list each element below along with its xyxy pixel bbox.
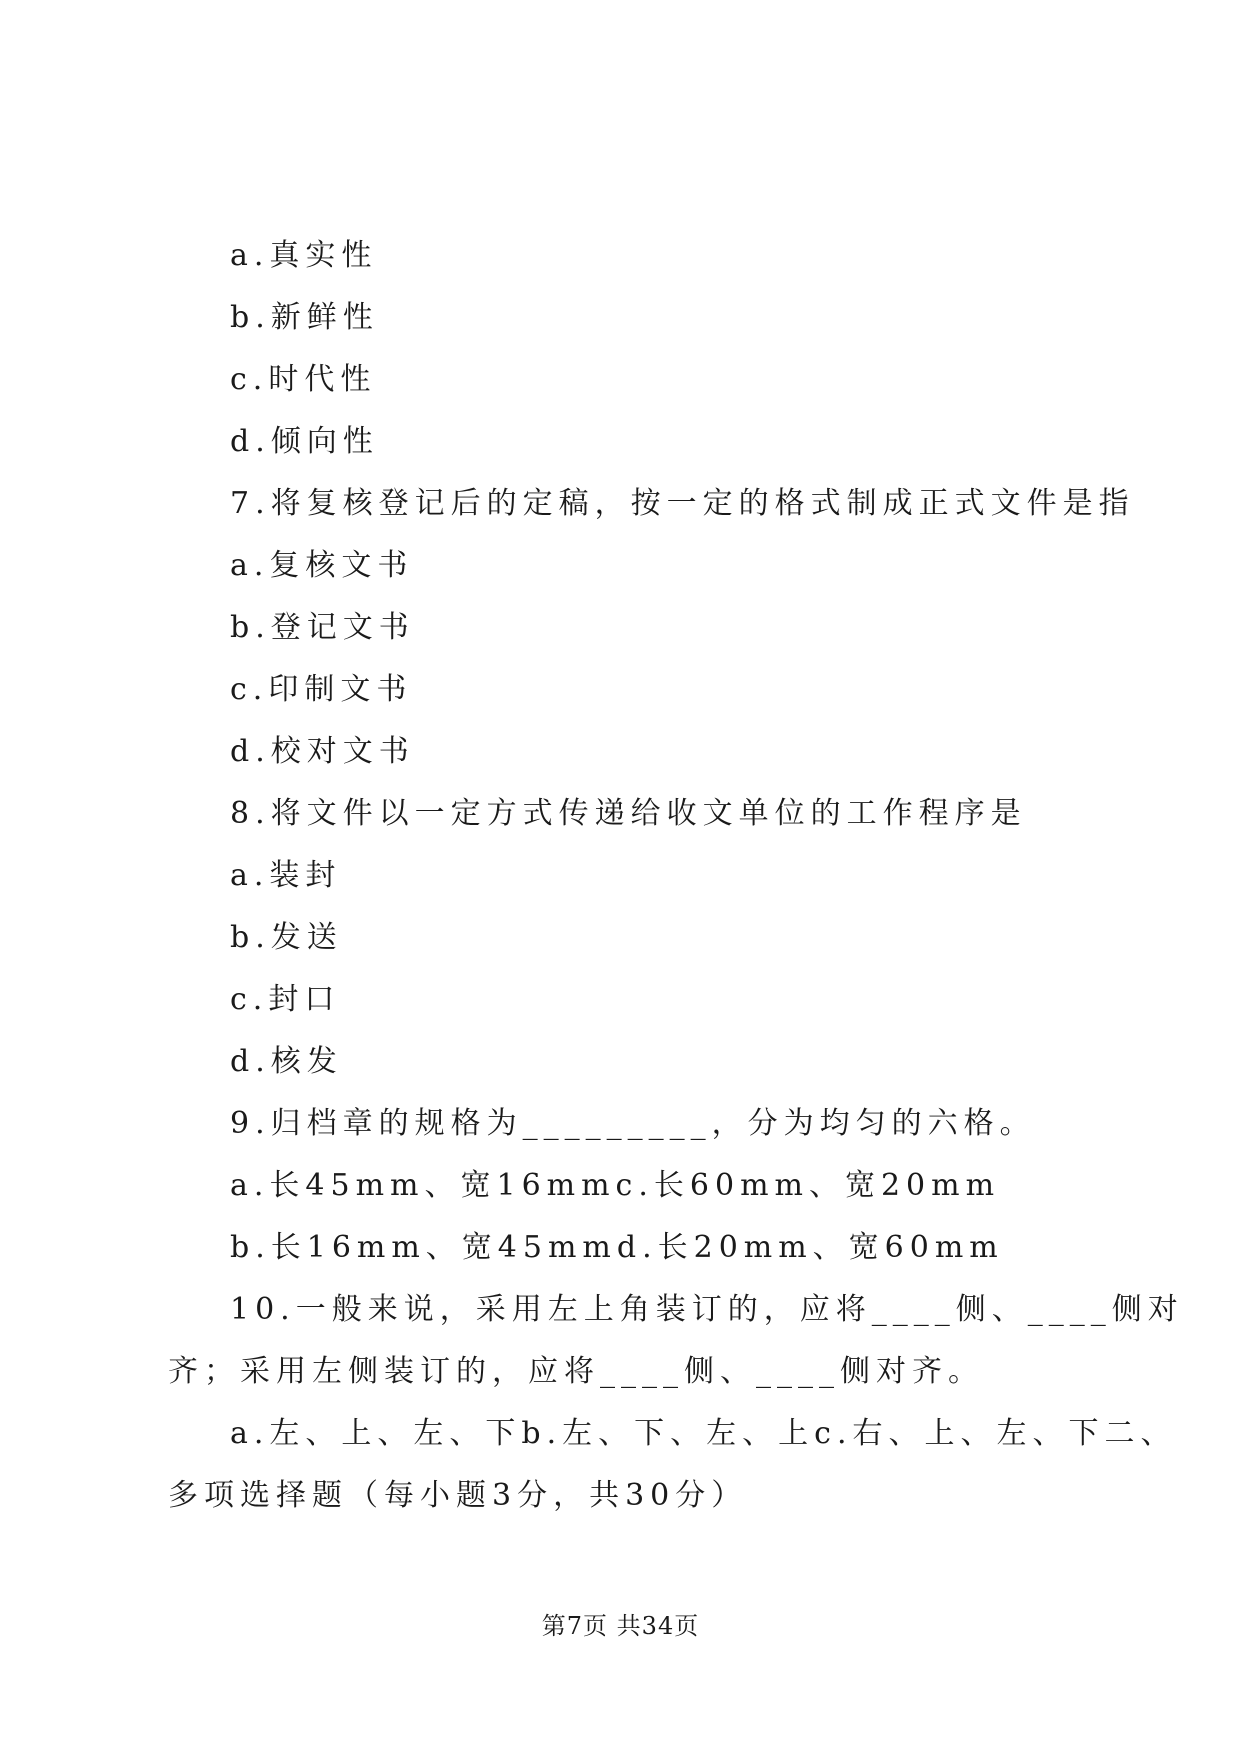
option-line: c.时代性 [230, 362, 377, 397]
option-line: c.封口 [230, 982, 341, 1017]
option-line: a.复核文书 [230, 548, 414, 583]
option-line: a.真实性 [230, 238, 378, 273]
option-line: a.长45mm、宽16mmc.长60mm、宽20mm [230, 1168, 1001, 1203]
option-line: b.发送 [230, 920, 343, 955]
question-line: 9.归档章的规格为_________，分为均匀的六格。 [230, 1106, 1036, 1141]
option-line: d.倾向性 [230, 424, 379, 459]
question-line: 8.将文件以一定方式传递给收文单位的工作程序是 [230, 796, 1027, 831]
page-footer: 第7页 共34页 [541, 1612, 700, 1640]
option-line: b.新鲜性 [230, 300, 379, 335]
question-line-continued: 齐；采用左侧装订的，应将____侧、____侧对齐。 [168, 1354, 984, 1389]
option-line: c.印制文书 [230, 672, 413, 707]
option-line: b.登记文书 [230, 610, 415, 645]
option-line: b.长16mm、宽45mmd.长20mm、宽60mm [230, 1230, 1004, 1265]
option-line: a.装封 [230, 858, 342, 893]
question-line: 10.一般来说，采用左上角装订的，应将____侧、____侧对 [230, 1292, 1184, 1327]
option-line: d.校对文书 [230, 734, 415, 769]
option-line: a.左、上、左、下b.左、下、左、上c.右、上、左、下二、 [230, 1416, 1177, 1451]
section-heading: 多项选择题（每小题3分，共30分） [168, 1478, 748, 1513]
question-line: 7.将复核登记后的定稿，按一定的格式制成正式文件是指 [230, 486, 1135, 521]
option-line: d.核发 [230, 1044, 343, 1079]
